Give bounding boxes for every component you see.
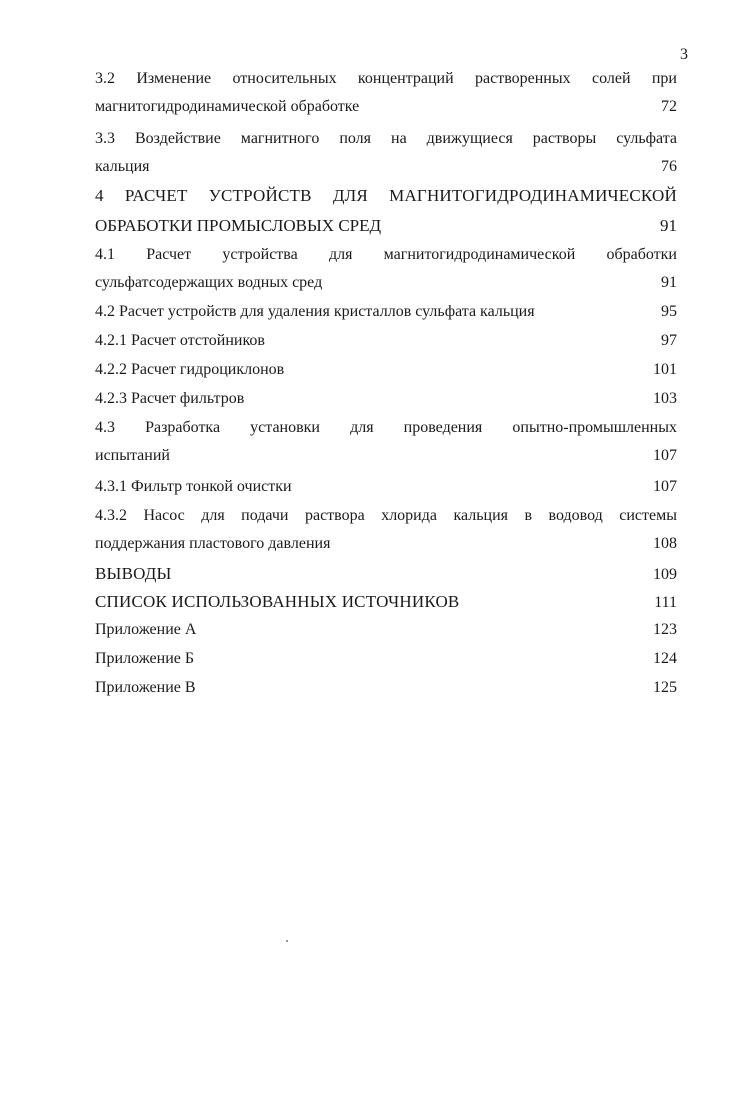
toc-entry-4-2-2[interactable]: [95, 361, 677, 379]
toc-entry-page: 123: [653, 621, 677, 638]
toc-entry-page: 72: [661, 98, 677, 115]
toc-entry-title-continued: поддержания пластового давления: [95, 535, 331, 552]
toc-entry-4-2-3[interactable]: [95, 390, 677, 408]
toc-entry-page: 101: [653, 361, 677, 378]
toc-entry-title: Приложение Б: [95, 650, 195, 667]
toc-entry-title: СПИСОК ИСПОЛЬЗОВАННЫХ ИСТОЧНИКОВ: [95, 592, 460, 611]
toc-entry-chapter-4[interactable]: [95, 186, 677, 236]
toc-entry-page: 108: [653, 535, 677, 552]
toc-entry-4-2-1[interactable]: [95, 332, 677, 350]
toc-entry-4-2[interactable]: [95, 303, 677, 321]
toc-entry-4-3-2[interactable]: [95, 507, 677, 553]
toc-entry-title: 4.2.3 Расчет фильтров: [95, 390, 245, 407]
toc-entry-page: 76: [661, 158, 677, 175]
scan-speck: [286, 940, 288, 942]
toc-entry-title-continued: магнитогидродинамической обработке: [95, 98, 360, 115]
toc-entry-4-3[interactable]: [95, 419, 677, 465]
toc-entry-page: 111: [654, 594, 677, 611]
toc-entry-page: 125: [653, 679, 677, 696]
toc-entry-title: 4.2.2 Расчет гидроциклонов: [95, 361, 285, 378]
toc-entry-page: 107: [653, 478, 677, 495]
toc-entry-title: 3.3 Воздействие магнитного поля на движущиеся растворы сульфата: [95, 130, 677, 147]
toc-entry-3-3[interactable]: [95, 130, 677, 176]
toc-entry-title-continued: испытаний: [95, 447, 170, 464]
toc-entry-4-3-1[interactable]: [95, 478, 677, 496]
toc-entry-page: 103: [653, 390, 677, 407]
toc-entry-title: Приложение А: [95, 621, 197, 638]
toc-entry-page: 124: [653, 650, 677, 667]
toc-entry-title: Приложение В: [95, 679, 196, 696]
toc-entry-title: 4.1 Расчет устройства для магнитогидродинамической обработки: [95, 246, 677, 263]
toc-entry-title: 4.3.2 Насос для подачи раствора хлорида кальция в водовод системы: [95, 507, 677, 524]
toc-entry-appendix-v[interactable]: [95, 679, 677, 697]
toc-entry-4-1[interactable]: [95, 246, 677, 292]
toc-entry-title-continued: кальция: [95, 158, 150, 175]
toc-entry-page: 97: [661, 332, 677, 349]
toc-entry-page: 91: [660, 216, 677, 235]
toc-entry-title: 4.2 Расчет устройств для удаления кристаллов сульфата кальция: [95, 303, 535, 320]
toc-entry-3-2[interactable]: [95, 70, 677, 116]
toc-entry-title: 4.2.1 Расчет отстойников: [95, 332, 265, 349]
toc-entry-appendix-b[interactable]: [95, 650, 677, 668]
toc-entry-page: 91: [661, 274, 677, 291]
toc-entry-title-continued: сульфатсодержащих водных сред: [95, 274, 323, 291]
toc-entry-appendix-a[interactable]: [95, 621, 677, 639]
toc-entry-title: 4.3 Разработка установки для проведения опытно-промышленных: [95, 419, 677, 436]
toc-entry-page: 107: [653, 447, 677, 464]
toc-entry-title-continued: ОБРАБОТКИ ПРОМЫСЛОВЫХ СРЕД: [95, 216, 382, 235]
toc-entry-title: 4 РАСЧЕТ УСТРОЙСТВ ДЛЯ МАГНИТОГИДРОДИНАМИЧЕСКОЙ: [95, 186, 677, 205]
page-number: 3: [680, 46, 688, 63]
toc-entry-references[interactable]: [95, 592, 677, 612]
toc-entry-conclusions[interactable]: [95, 564, 677, 584]
toc-entry-page: 95: [661, 303, 677, 320]
toc-entry-page: 109: [653, 566, 677, 583]
toc-entry-title: ВЫВОДЫ: [95, 564, 172, 583]
toc-entry-title: 4.3.1 Фильтр тонкой очистки: [95, 478, 292, 495]
toc-entry-title: 3.2 Изменение относительных концентраций растворенных солей при: [95, 70, 677, 87]
